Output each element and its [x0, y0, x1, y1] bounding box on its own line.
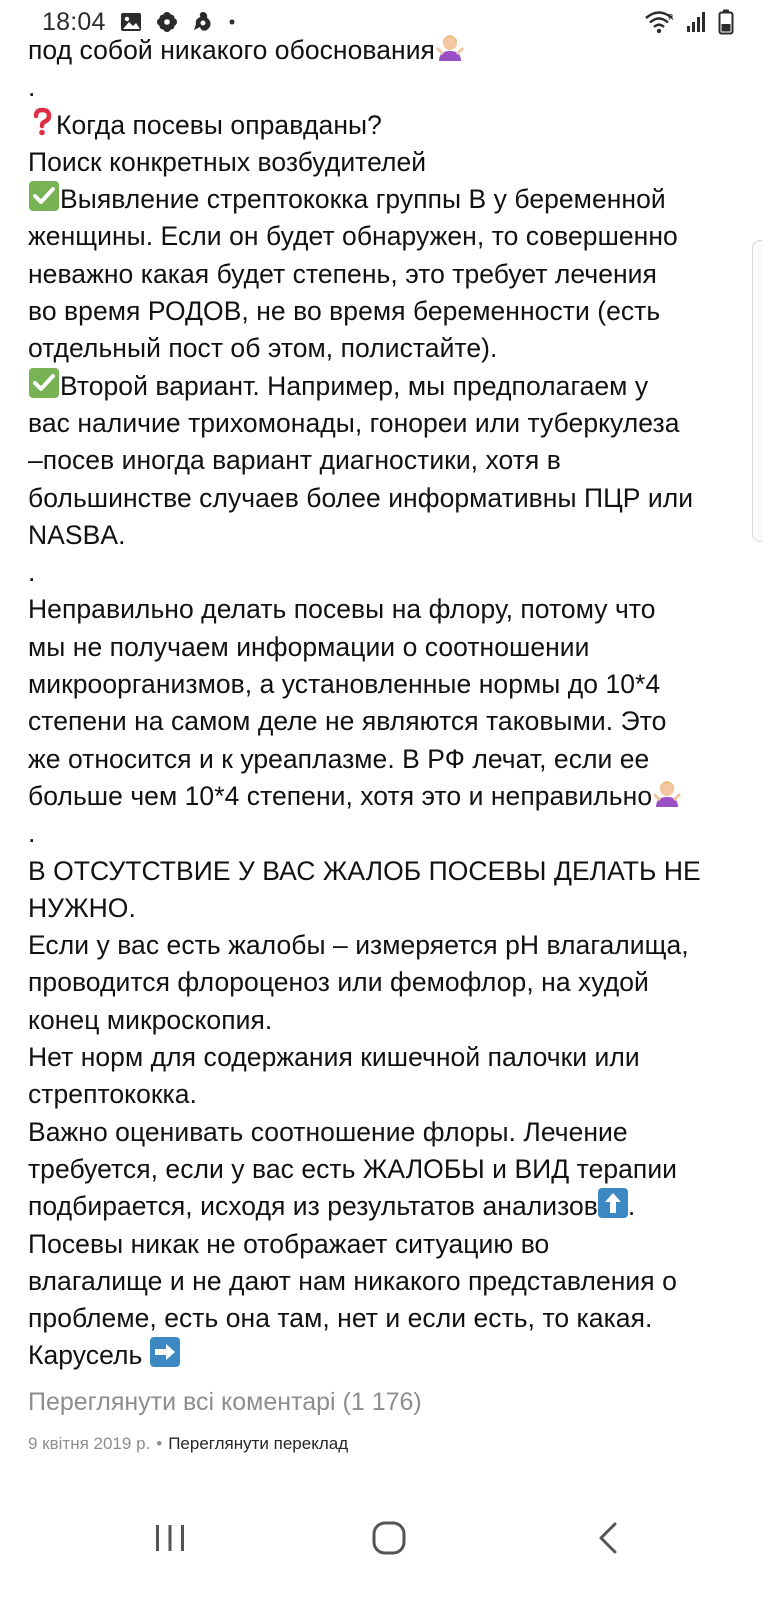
caption-line: Карусель [28, 1337, 768, 1374]
caption-line: Посевы никак не отображает ситуацию во [28, 1228, 550, 1259]
caption-line: вас наличие трихомонады, гонореи или туберкулеза [28, 407, 680, 438]
flower-icon [156, 11, 178, 33]
recents-icon [153, 1523, 187, 1558]
app-icon [192, 10, 214, 34]
caption-line: неважно какая будет степень, это требует лечения [28, 258, 657, 289]
caption-line: конец микроскопия. [28, 1004, 273, 1035]
back-icon [596, 1521, 620, 1560]
wifi-icon [644, 10, 674, 34]
svg-text:R: R [668, 13, 674, 22]
signal-icon [686, 10, 706, 34]
system-nav-bar [0, 1480, 778, 1600]
caption-line: Второй вариант. Например, мы предполагаем у [28, 368, 768, 405]
caption-line: микроорганизмов, а установленные нормы до 10*4 [28, 669, 661, 700]
post-caption [28, 32, 768, 1375]
caption-line: . [28, 818, 36, 849]
green-check-emoji-icon [28, 181, 60, 221]
home-button[interactable] [349, 1500, 429, 1580]
caption-line: подбирается, исходя из результатов анализов . [28, 1188, 768, 1225]
shrug-emoji-icon [652, 778, 682, 818]
caption-line: степени на самом деле не являются таковыми. Это [28, 706, 667, 737]
caption-line: под собой никакого обоснования [28, 32, 768, 69]
gallery-icon [120, 12, 142, 32]
scrollbar-thumb[interactable] [752, 240, 762, 542]
caption-line: Выявление стрептококка группы В у беременной [28, 181, 768, 218]
home-icon [371, 1520, 407, 1561]
caption-line: стрептококка. [28, 1079, 197, 1110]
caption-line: большинстве случаев более информативны ПЦР или [28, 482, 694, 513]
caption-line: Поиск конкретных возбудителей [28, 146, 427, 177]
up-arrow-emoji-icon [598, 1188, 628, 1228]
caption-line: . [28, 72, 36, 103]
view-all-comments-link[interactable]: Переглянути всі коментарі (1 176) [28, 1388, 422, 1416]
caption-line: НУЖНО. [28, 892, 136, 923]
caption-line: Важно оценивать соотношение флоры. Лечение [28, 1116, 628, 1147]
caption-line: В ОТСУТСТВИЕ У ВАС ЖАЛОБ ПОСЕВЫ ДЕЛАТЬ НЕ [28, 855, 701, 886]
caption-line: –посев иногда вариант диагностики, хотя в [28, 445, 561, 476]
post-meta [28, 1434, 348, 1454]
caption-line: отдельный пост об этом, полистайте). [28, 333, 498, 364]
caption-line: больше чем 10*4 степени, хотя это и неправильно [28, 778, 768, 815]
right-arrow-emoji-icon [150, 1337, 180, 1377]
caption-line: во время РОДОВ, не во время беременности (есть [28, 296, 661, 327]
see-translation-link[interactable]: Переглянути переклад [168, 1434, 349, 1453]
battery-icon [718, 9, 734, 35]
caption-line: проводится флороценоз или фемофлор, на худой [28, 967, 649, 998]
green-check-emoji-icon [28, 368, 60, 408]
red-question-emoji-icon [28, 107, 56, 147]
caption-line: Неправильно делать посевы на флору, потому что [28, 594, 656, 625]
caption-line: женщины. Если он будет обнаружен, то совершенно [28, 221, 678, 252]
caption-line: мы не получаем информации о соотношении [28, 631, 590, 662]
caption-line: Когда посевы оправданы? [28, 107, 768, 144]
caption-line: NASBA. [28, 519, 126, 550]
caption-line: Нет норм для содержания кишечной палочки или [28, 1042, 640, 1073]
caption-line: Если у вас есть жалобы – измеряется pH влагалища, [28, 930, 689, 961]
caption-line: требуется, если у вас есть ЖАЛОБЫ и ВИД терапии [28, 1153, 678, 1184]
caption-line: . [28, 557, 36, 588]
status-right [644, 9, 734, 35]
meta-separator: • [156, 1434, 163, 1453]
status-left [42, 8, 236, 37]
status-bar [0, 0, 778, 44]
caption-line: же относится и к уреаплазме. В РФ лечат, если ее [28, 743, 650, 774]
back-button[interactable] [568, 1500, 648, 1580]
caption-line: проблеме, есть она там, нет и если есть, то какая. [28, 1303, 653, 1334]
post-date: 9 квітня 2019 р. [28, 1434, 151, 1453]
recents-button[interactable] [130, 1500, 210, 1580]
dot-icon [228, 18, 236, 26]
caption-line: влагалище и не дают нам никакого представления о [28, 1265, 677, 1296]
status-time: 18:04 [42, 7, 106, 36]
